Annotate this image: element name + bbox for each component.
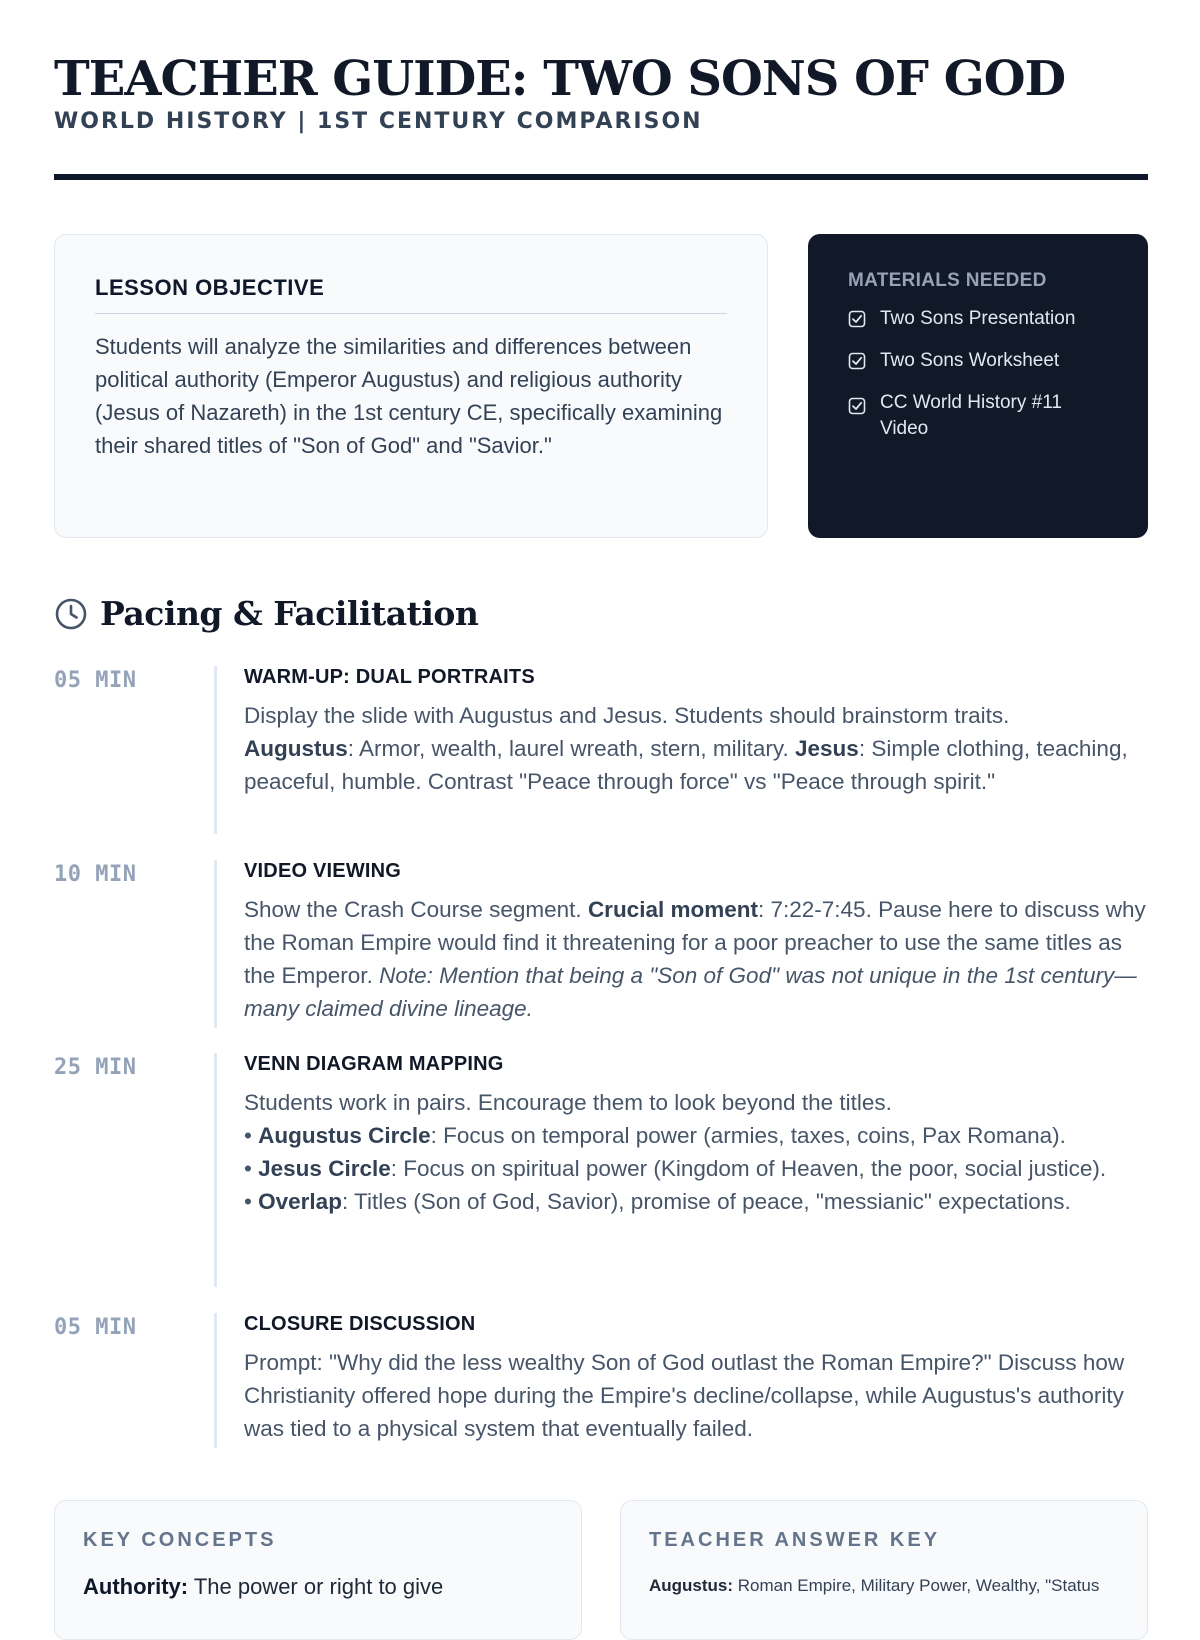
step-content [244, 666, 1154, 798]
step-text: Show the Crash Course segment. [244, 897, 582, 922]
step-body: Prompt: "Why did the less wealthy Son of God outlast the Roman Empire?" Discuss how Christianity offered hope during the Empire's decline/collapse, while Augustus's authority was tied to a physical system that eventually failed. [244, 1350, 1125, 1441]
material-item [848, 306, 1108, 332]
clock-icon [54, 597, 88, 631]
step-emphasis: Jesus [795, 736, 859, 761]
step-title: VIDEO VIEWING [244, 860, 402, 882]
material-label: Two Sons Presentation [880, 308, 1076, 329]
step-content [244, 1313, 1154, 1445]
step-time: 10 MIN [54, 862, 137, 887]
step-body: Students work in pairs. Encourage them to look beyond the titles. • Augustus Circle: Focus on temporal power (armies, taxes, coins, Pax Romana). • Jesus Circle: Focus on spiritual power (Kingdom of Heaven, the poor, social justice). • Overlap: Titles (Son of God, Savior), promise of peace, "messianic" expectations. [244, 1090, 1107, 1214]
timeline-bar [214, 1053, 217, 1287]
lesson-objective-card [54, 234, 768, 538]
page-header [54, 52, 1148, 134]
objective-heading: LESSON OBJECTIVE [95, 275, 727, 314]
step-title: CLOSURE DISCUSSION [244, 1313, 476, 1335]
bullet-text: : Focus on temporal power (armies, taxes, coins, Pax Romana). [430, 1123, 1066, 1148]
step-time: 05 MIN [54, 668, 137, 693]
step-text: : Simple clothing, teaching, peaceful, humble. Contrast "Peace through force" vs "Peace through spirit." [244, 736, 1128, 794]
key-concepts-card [54, 1500, 582, 1640]
timeline-bar [214, 1313, 217, 1448]
step-time: 05 MIN [54, 1315, 137, 1340]
timeline-bar [214, 666, 217, 834]
step-title: WARM-UP: DUAL PORTRAITS [244, 666, 535, 688]
header-divider [54, 174, 1148, 180]
materials-heading: MATERIALS NEEDED [848, 270, 1047, 291]
answer-key-card [620, 1500, 1148, 1640]
step-text: Students work in pairs. Encourage them to look beyond the titles. [244, 1090, 892, 1115]
concept-definition: The power or right to give [193, 1574, 444, 1599]
material-label: CC World History #11 Video [880, 392, 1062, 439]
timeline-bar [214, 860, 217, 1028]
key-concepts-heading: KEY CONCEPTS [83, 1529, 277, 1551]
pacing-heading: Pacing & Facilitation [100, 594, 479, 633]
step-content [244, 1053, 1154, 1218]
step-note: Note: Mention that being a "Son of God" was not unique in the 1st century—many claimed divine lineage. [244, 963, 1137, 1021]
bullet-term: Jesus Circle [258, 1156, 391, 1181]
step-emphasis: Crucial moment [587, 897, 758, 922]
answer-entry [649, 1576, 1119, 1596]
step-time: 25 MIN [54, 1055, 137, 1080]
concept-term: Authority: [83, 1574, 189, 1599]
answer-key-heading: TEACHER ANSWER KEY [649, 1529, 941, 1551]
step-content [244, 860, 1154, 1025]
page-subtitle: WORLD HISTORY | 1ST CENTURY COMPARISON [54, 109, 703, 135]
step-body [244, 699, 1154, 798]
bullet-text: : Titles (Son of God, Savior), promise of peace, "messianic" expectations. [341, 1189, 1071, 1214]
step-title: VENN DIAGRAM MAPPING [244, 1053, 504, 1075]
step-emphasis: Augustus [244, 736, 348, 761]
bullet-term: Augustus Circle [258, 1123, 431, 1148]
answer-text: Roman Empire, Military Power, Wealthy, "Status [737, 1576, 1100, 1595]
materials-card [808, 234, 1148, 538]
material-item [848, 390, 1108, 442]
bullet-term: Overlap [258, 1189, 342, 1214]
step-text: Display the slide with Augustus and Jesus. Students should brainstorm traits. [244, 703, 1010, 728]
pacing-section-header [54, 594, 478, 633]
checkbox-icon [848, 352, 866, 370]
answer-term: Augustus: [649, 1576, 734, 1595]
objective-text: Students will analyze the similarities and differences between political authority (Emperor Augustus) and religious authority (Jesus of Nazareth) in the 1st century CE, specifically examining their shared titles of "Son of God" and "Savior." [95, 334, 723, 458]
step-text: : Armor, wealth, laurel wreath, stern, military. [347, 736, 789, 761]
checkbox-icon [848, 397, 866, 415]
material-label: Two Sons Worksheet [880, 350, 1060, 371]
material-item [848, 348, 1108, 374]
bullet-text: : Focus on spiritual power (Kingdom of Heaven, the poor, social justice). [390, 1156, 1107, 1181]
page-title: TEACHER GUIDE: TWO SONS OF GOD [54, 51, 1066, 107]
step-body [244, 893, 1154, 1025]
step-text: : 7:22-7:45. Pause here to discuss why the Roman Empire would find it threatening for a poor preacher to use the same titles as the Emperor. [244, 897, 1146, 988]
concept-entry [83, 1574, 553, 1600]
checkbox-icon [848, 310, 866, 328]
